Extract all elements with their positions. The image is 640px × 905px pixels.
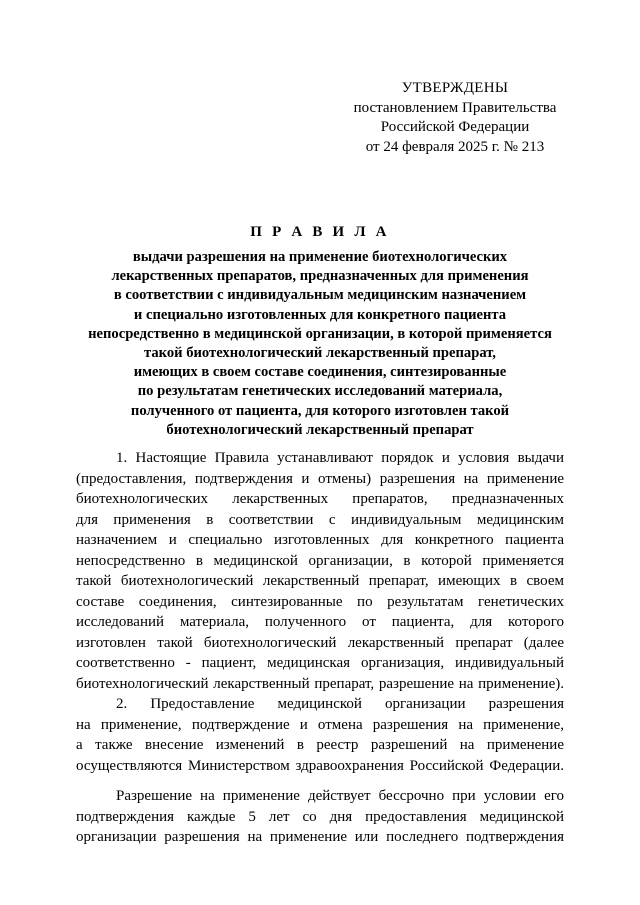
paragraph-line: а также внесение изменений в реестр разрешений на применение [76, 737, 564, 753]
paragraph-line: (предоставления, подтверждения и отмены) разрешения на применение [76, 470, 564, 487]
paragraph-line: на применение, подтверждение и отмена разрешения на применение, [76, 716, 564, 733]
paragraph-line: составе соединения, синтезированные по результатам генетических [76, 593, 564, 610]
paragraph-line: непосредственно в медицинской организации, в которой применяется [76, 552, 564, 569]
paragraph-line: биотехнологический лекарственный препарат, разрешение на применение). [76, 675, 564, 692]
document-title: П Р А В И Л А [250, 224, 390, 240]
approval-line: постановлением Правительства [353, 99, 557, 116]
paragraph-line: назначением и специально изготовленных для конкретного пациента [76, 532, 564, 548]
subtitle-line: выдачи разрешения на применение биотехнологических [132, 249, 508, 265]
paragraph-line: подтверждения каждые 5 лет со дня предоставления медицинской [76, 808, 564, 825]
paragraph-line: исследований материала, полученного от пациента, для которого [76, 614, 564, 630]
subtitle-line: непосредственно в медицинской организации, в которой применяется [88, 325, 552, 342]
subtitle-line: имеющих в своем составе соединения, синтезированные [133, 364, 507, 381]
approval-line: от 24 февраля 2025 г. № 213 [365, 138, 545, 155]
approval-heading: УТВЕРЖДЕНЫ [401, 80, 509, 96]
subtitle-line: биотехнологический лекарственный препарат [166, 421, 474, 438]
subtitle-line: по результатам генетических исследований материала, [137, 383, 503, 400]
paragraph-line: биотехнологических лекарственных препаратов, предназначенных [76, 491, 564, 507]
subtitle-line: такой биотехнологический лекарственный препарат, [144, 345, 496, 362]
paragraph-line: Разрешение на применение действует бессрочно при условии его [116, 788, 564, 804]
paragraph-line: 2. Предоставление медицинской организации разрешения [116, 696, 564, 712]
paragraph-line: 1. Настоящие Правила устанавливают порядок и условия выдачи [116, 450, 564, 466]
document-subtitle [70, 248, 570, 440]
paragraph-gap [76, 776, 564, 786]
paragraph-line: такой биотехнологический лекарственный препарат, имеющих в своем [76, 573, 564, 589]
subtitle-line: и специально изготовленных для конкретного пациента [133, 306, 507, 323]
approval-line: Российской Федерации [380, 119, 530, 135]
paragraph-line: изготовлен такой биотехнологический лекарственный препарат (далее [76, 634, 564, 651]
paragraph-3 [76, 786, 564, 848]
paragraph-line: осуществляются Министерством здравоохранения Российской Федерации. [76, 757, 564, 774]
document-body [76, 448, 564, 848]
approval-block [330, 79, 580, 157]
paragraph-1 [76, 448, 564, 694]
subtitle-line: полученного от пациента, для которого изготовлен такой [130, 402, 510, 419]
paragraph-line: для применения в соответствии с индивидуальным медицинским [76, 511, 564, 528]
subtitle-line: в соответствии с индивидуальным медицинским назначением [113, 287, 527, 304]
subtitle-line: лекарственных препаратов, предназначенных для применения [111, 268, 529, 285]
paragraph-2 [76, 694, 564, 776]
paragraph-line: соответственно - пациент, медицинская организация, индивидуальный [76, 655, 564, 671]
paragraph-line: организации разрешения на применение или последнего подтверждения [76, 829, 564, 845]
